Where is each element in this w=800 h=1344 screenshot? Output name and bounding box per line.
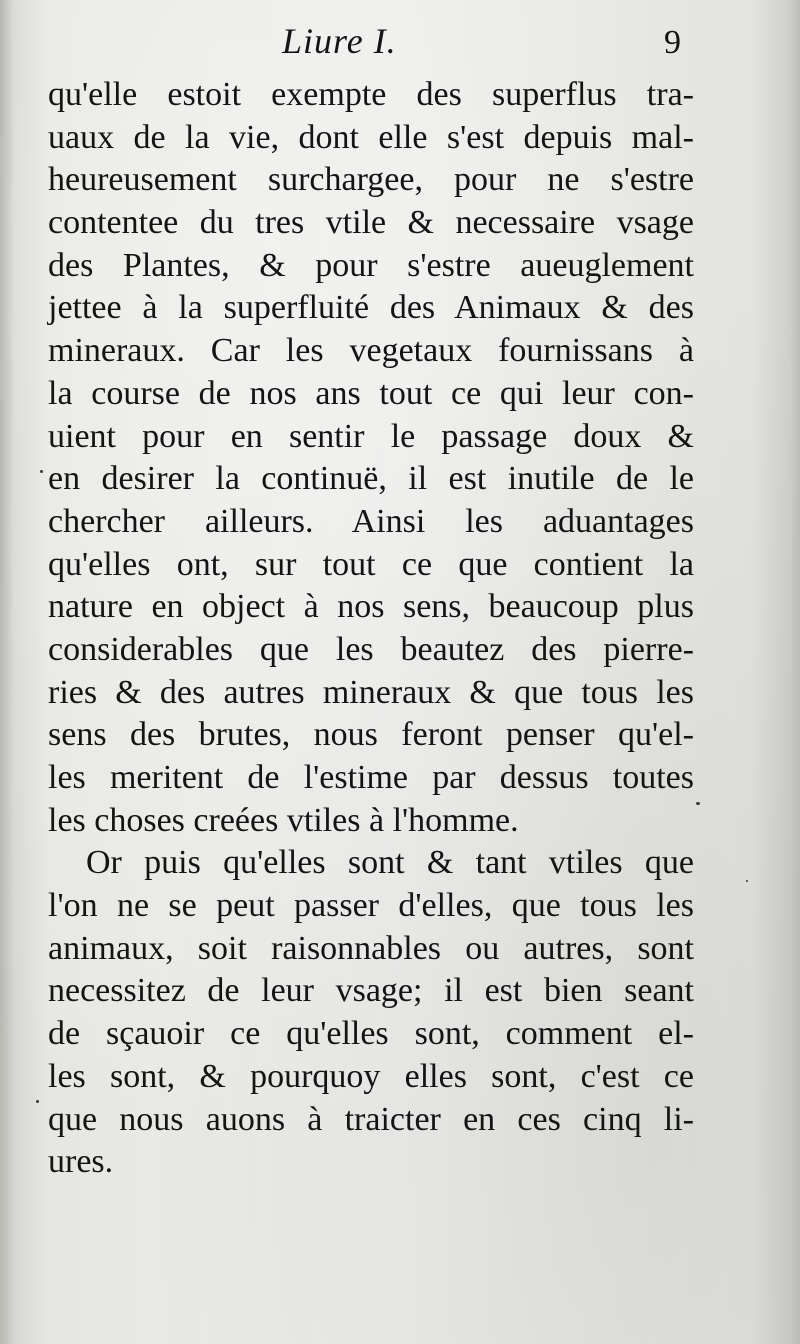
text-line: qu'elle estoit exempte des superflus tra- xyxy=(48,76,694,113)
text-line: heureusement surchargee, pour ne s'estre xyxy=(48,161,694,199)
text-line: des Plantes, & pour s'estre aueuglement xyxy=(48,246,694,284)
text-line: uaux de la vie, dont elle s'est depuis mal- xyxy=(48,118,694,156)
ink-speck xyxy=(36,1100,39,1103)
page-number: 9 xyxy=(664,24,681,61)
text-line: que nous auons à traicter en ces cinq li- xyxy=(48,1100,694,1138)
text-line: la course de nos ans tout ce qui leur con- xyxy=(48,374,694,412)
text-line: sens des brutes, nous feront penser qu'el- xyxy=(48,716,694,754)
page-right-shadow xyxy=(790,0,800,1344)
page-left-shadow xyxy=(0,0,14,1344)
running-title: Liure I. xyxy=(282,21,397,61)
ink-speck xyxy=(746,880,748,882)
running-head xyxy=(0,18,800,68)
text-line: les choses creées vtiles à l'homme. xyxy=(48,801,519,839)
text-line: nature en object à nos sens, beaucoup plus xyxy=(48,588,694,626)
ink-speck xyxy=(40,470,43,473)
ink-speck xyxy=(696,802,700,805)
text-line: animaux, soit raisonnables ou autres, sont xyxy=(48,929,694,967)
text-line: les meritent de l'estime par dessus toutes xyxy=(48,759,694,796)
text-line: ures. xyxy=(48,1143,114,1181)
text-line: uient pour en sentir le passage doux & xyxy=(48,417,694,455)
text-line: mineraux. Car les vegetaux fournissans à xyxy=(48,332,694,370)
body-text xyxy=(48,74,694,1184)
text-line: les sont, & pourquoy elles sont, c'est ce xyxy=(48,1057,694,1095)
text-line: contentee du tres vtile & necessaire vsage xyxy=(48,204,694,242)
paragraph-first-line: Or puis qu'elles sont & tant vtiles que xyxy=(86,844,694,882)
text-line: en desirer la continuë, il est inutile de le xyxy=(48,460,694,498)
text-line: de sçauoir ce qu'elles sont, comment el- xyxy=(48,1015,694,1053)
text-line: chercher ailleurs. Ainsi les aduantages xyxy=(48,502,694,540)
text-line: jettee à la superfluité des Animaux & des xyxy=(48,289,694,327)
text-line: considerables que les beautez des pierre- xyxy=(48,630,694,668)
text-line: ries & des autres mineraux & que tous les xyxy=(48,673,694,711)
text-line: necessitez de leur vsage; il est bien seant xyxy=(48,972,694,1010)
text-line: qu'elles ont, sur tout ce que contient la xyxy=(48,545,694,583)
text-line: l'on ne se peut passer d'elles, que tous les xyxy=(48,887,694,925)
